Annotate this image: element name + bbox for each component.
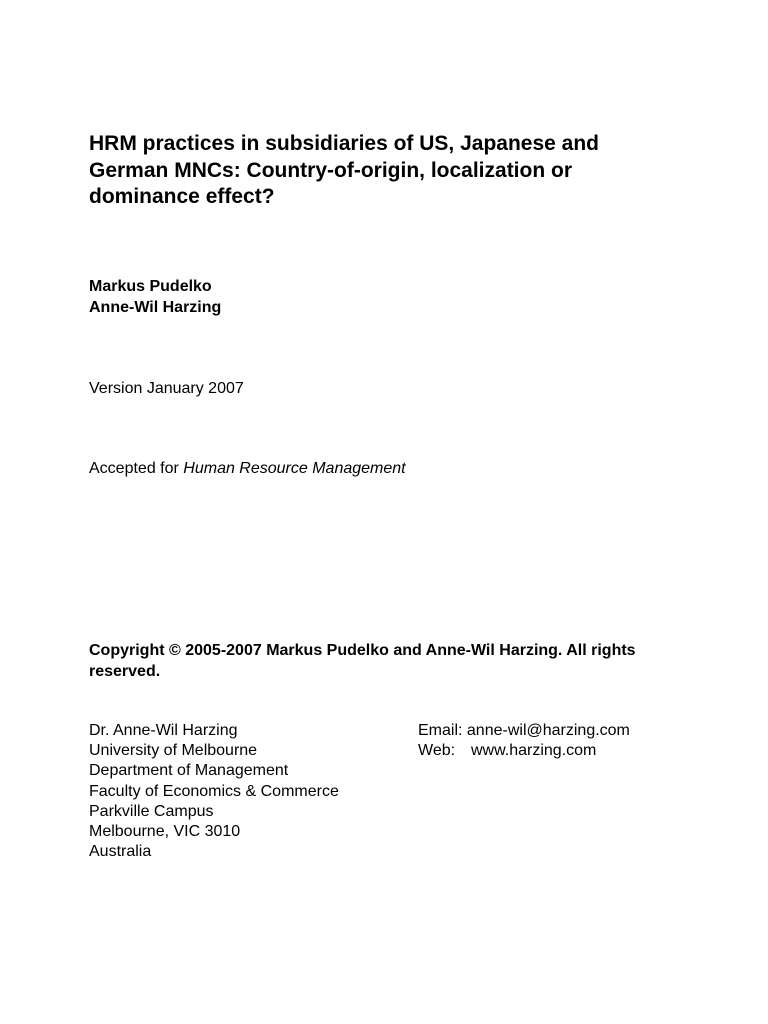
journal-name: Human Resource Management	[183, 460, 406, 477]
web-line	[418, 741, 630, 761]
address-line: Department of Management	[89, 762, 289, 780]
email-line	[418, 721, 630, 741]
address-line: University of Melbourne	[89, 742, 258, 760]
copyright-notice: Copyright © 2005-2007 Markus Pudelko and Anne-Wil Harzing. All rights reserved.	[89, 642, 636, 680]
version-line: Version January 2007	[89, 380, 244, 397]
address-line: Faculty of Economics & Commerce	[89, 782, 339, 800]
contact-info	[418, 721, 630, 761]
email-address: anne-wil@harzing.com	[466, 722, 630, 739]
author-list	[89, 276, 221, 318]
address-line: Melbourne, VIC 3010	[89, 823, 241, 841]
web-label: Web:	[418, 742, 456, 760]
email-label: Email:	[418, 722, 463, 739]
author-name: Markus Pudelko	[89, 278, 212, 295]
accepted-line	[89, 458, 406, 479]
accepted-prefix: Accepted for	[89, 460, 184, 477]
web-address: www.harzing.com	[471, 742, 597, 760]
address-line: Dr. Anne-Wil Harzing	[89, 722, 238, 739]
author-name: Anne-Wil Harzing	[89, 299, 222, 316]
address-line: Australia	[89, 843, 152, 861]
paper-title: HRM practices in subsidiaries of US, Japanese and German MNCs: Country-of-origin, localization or dominance effect?	[89, 132, 599, 208]
address-line: Parkville Campus	[89, 802, 214, 820]
postal-address	[89, 721, 339, 862]
